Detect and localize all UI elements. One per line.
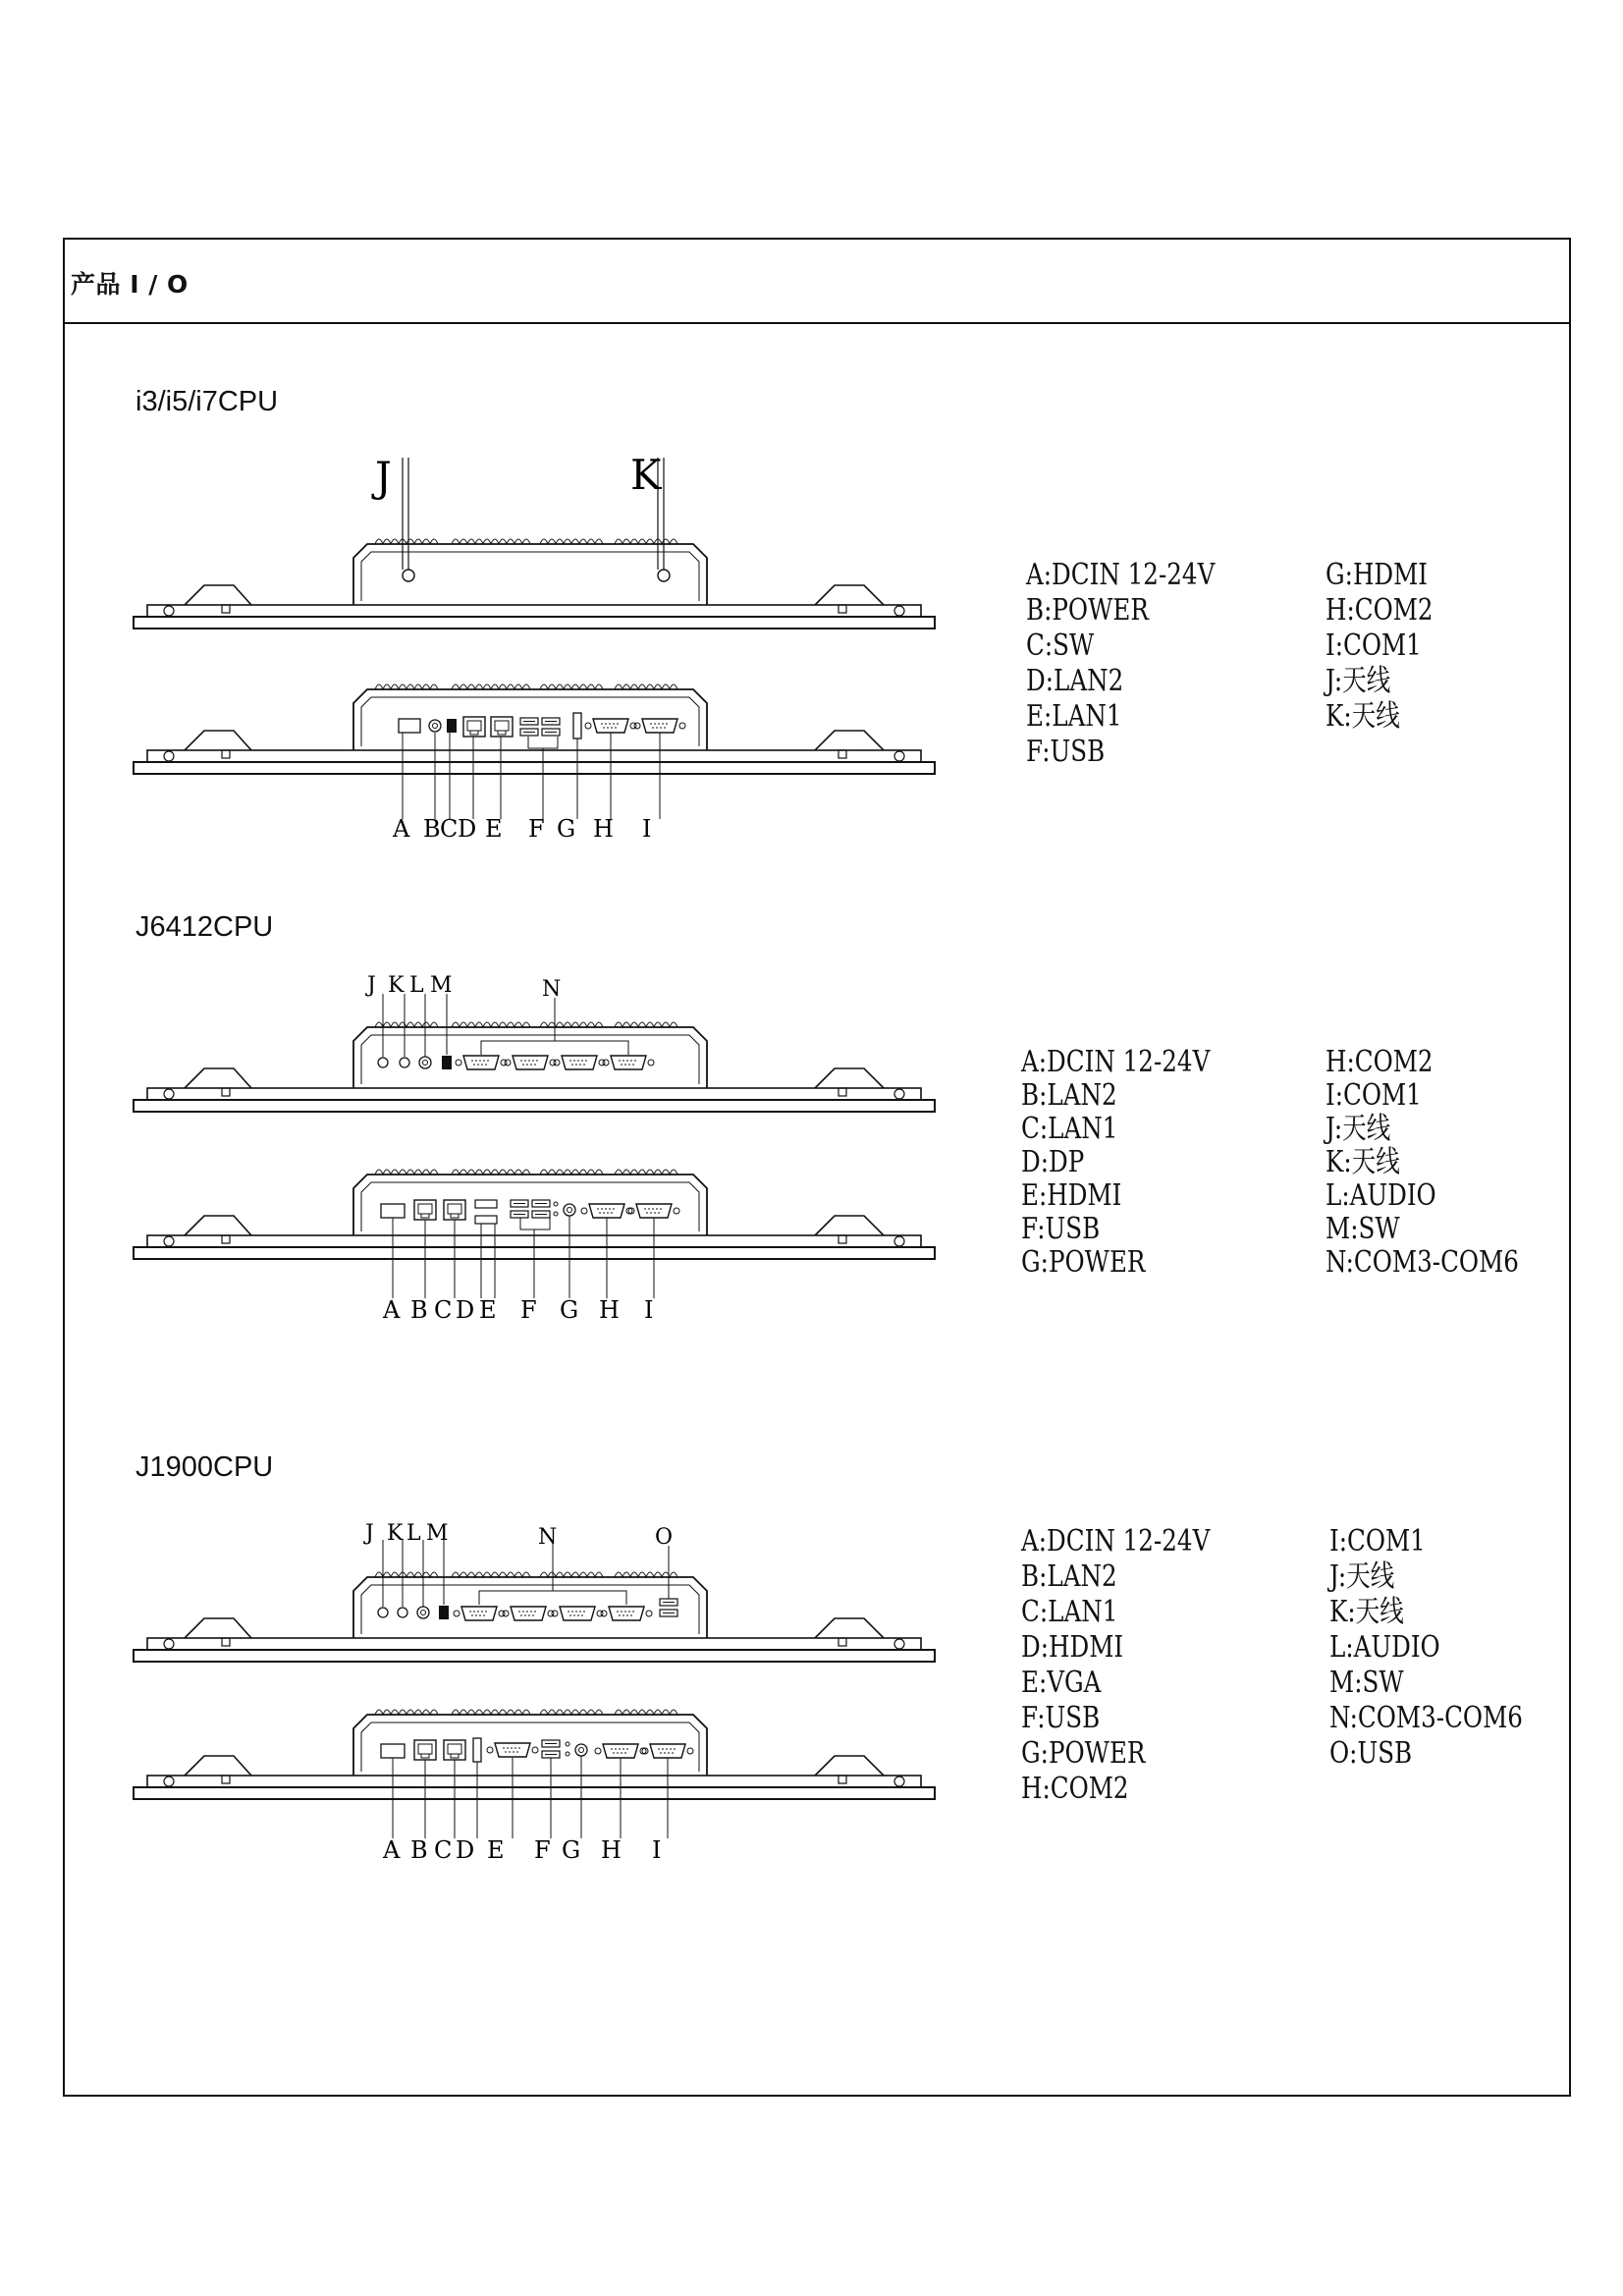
section-title-i3i5i7: i3/i5/i7CPU <box>135 386 279 417</box>
com2-port-icon <box>581 1204 632 1218</box>
com-port-icon <box>505 1056 556 1069</box>
label-n: N <box>538 1525 558 1550</box>
legend-item: K:天线 <box>1325 699 1400 734</box>
label-h: H <box>601 1836 622 1864</box>
legend-item: O:USB <box>1329 1736 1413 1771</box>
lan1-port-icon <box>491 717 513 737</box>
vga-port-icon <box>487 1743 538 1757</box>
label-h: H <box>599 1296 620 1324</box>
lan2-port-icon <box>414 1200 436 1220</box>
usb-port-icon <box>532 1200 550 1218</box>
label-c: C <box>434 1836 453 1864</box>
label-m: M <box>426 1522 449 1546</box>
usb-port-icon <box>542 1740 560 1758</box>
label-j: J <box>375 453 392 501</box>
label-e: E <box>487 1836 505 1864</box>
panel-bottom-view <box>134 684 935 843</box>
label-l: L <box>406 1522 421 1546</box>
legend-item: L:AUDIO <box>1325 1178 1436 1213</box>
legend-item: J:天线 <box>1325 664 1391 698</box>
diagram-j1900 <box>118 1522 962 1866</box>
label-g: G <box>557 815 576 843</box>
label-e: E <box>485 815 503 843</box>
legend-item: H:COM2 <box>1325 1045 1434 1079</box>
label-f: F <box>528 815 545 843</box>
lan2-port-icon <box>463 717 485 737</box>
lan2-port-icon <box>414 1740 436 1760</box>
usb-port-icon <box>520 718 538 736</box>
legend-item: A:DCIN 12-24V <box>1026 558 1216 592</box>
label-m: M <box>430 973 453 998</box>
panel-bottom-view <box>134 1170 935 1324</box>
label-n: N <box>542 977 562 1002</box>
legend-item: B:POWER <box>1026 593 1149 628</box>
legend-item: E:LAN1 <box>1026 699 1122 734</box>
hdmi-port-icon <box>473 1738 481 1762</box>
legend-item: F:USB <box>1026 735 1106 769</box>
legend-item: H:COM2 <box>1325 593 1434 628</box>
legend-item: G:POWER <box>1021 1245 1146 1280</box>
diagram-i3i5i7 <box>118 432 962 845</box>
sw-switch-icon <box>447 719 457 733</box>
com-port-icon <box>503 1607 554 1620</box>
legend-item: D:HDMI <box>1021 1630 1124 1665</box>
dcin-port-icon <box>381 1744 405 1758</box>
legend-item: L:AUDIO <box>1329 1630 1440 1665</box>
power-button-icon <box>564 1204 575 1216</box>
legend-item: J:天线 <box>1329 1559 1395 1594</box>
label-f: F <box>520 1296 537 1324</box>
label-a: A <box>383 1296 401 1324</box>
legend-item: H:COM2 <box>1021 1772 1129 1806</box>
com-port-icon <box>603 1056 654 1069</box>
label-e: E <box>479 1296 497 1324</box>
label-k: K <box>387 1522 404 1546</box>
label-k: K <box>388 973 405 998</box>
com-port-icon <box>601 1607 652 1620</box>
power-button-icon <box>575 1744 587 1756</box>
lan1-port-icon <box>444 1200 465 1220</box>
legend-item: B:LAN2 <box>1021 1078 1117 1113</box>
panel-bottom-view <box>134 1710 935 1864</box>
power-button-icon <box>429 720 441 732</box>
legend-item: G:POWER <box>1021 1736 1146 1771</box>
header-bar <box>65 240 1569 324</box>
com2-port-icon <box>585 719 636 733</box>
label-a: A <box>393 815 410 843</box>
legend-item: F:USB <box>1021 1701 1101 1735</box>
label-d: D <box>458 815 477 843</box>
com2-port-icon <box>595 1744 646 1758</box>
legend-item: I:COM1 <box>1329 1524 1426 1558</box>
label-g: G <box>560 1296 579 1324</box>
sw-switch-icon <box>442 1056 452 1069</box>
label-j: J <box>367 973 376 998</box>
antenna-k-icon <box>400 1058 409 1067</box>
label-c: C <box>440 815 459 843</box>
label-b: B <box>410 1836 428 1864</box>
legend-item: C:SW <box>1026 629 1095 663</box>
legend-right-j6412 <box>1325 1045 1519 1279</box>
section-title-j6412: J6412CPU <box>135 911 274 943</box>
label-b: B <box>423 815 441 843</box>
hdmi-port-icon <box>573 713 581 738</box>
legend-item: E:VGA <box>1021 1666 1102 1700</box>
label-a: A <box>383 1836 401 1864</box>
legend-item: G:HDMI <box>1325 558 1429 592</box>
usb-port-icon <box>511 1200 528 1218</box>
audio-jack-icon <box>419 1057 431 1068</box>
label-b: B <box>410 1296 428 1324</box>
label-i: I <box>642 815 652 843</box>
com1-port-icon <box>628 1204 679 1218</box>
antenna-j-icon <box>378 1058 388 1067</box>
com-port-icon <box>552 1607 603 1620</box>
legend-left-j1900 <box>1021 1524 1210 1807</box>
legend-left-j6412 <box>1021 1045 1210 1279</box>
legend-item: D:LAN2 <box>1026 664 1124 698</box>
usb-port-icon <box>660 1599 677 1616</box>
antenna-k-icon <box>398 1608 407 1617</box>
legend-item: B:LAN2 <box>1021 1559 1117 1594</box>
legend-item: M:SW <box>1325 1212 1400 1246</box>
diagram-j6412 <box>118 972 962 1326</box>
legend-item: M:SW <box>1329 1666 1404 1700</box>
com1-port-icon <box>642 1744 693 1758</box>
legend-item: J:天线 <box>1325 1112 1391 1146</box>
hdmi-port-icon <box>475 1216 497 1224</box>
label-k: K <box>630 451 662 499</box>
legend-right-i3i5i7 <box>1325 558 1434 735</box>
section-title-j1900: J1900CPU <box>135 1451 274 1483</box>
label-g: G <box>562 1836 581 1864</box>
legend-item: C:LAN1 <box>1021 1595 1118 1629</box>
com-port-icon <box>454 1607 505 1620</box>
legend-item: I:COM1 <box>1325 629 1422 663</box>
label-h: H <box>593 815 614 843</box>
panel-top-view <box>134 451 935 629</box>
usb-port-icon <box>542 718 560 736</box>
legend-right-j1900 <box>1329 1524 1523 1772</box>
legend-item: D:DP <box>1021 1145 1085 1179</box>
com1-port-icon <box>634 719 685 733</box>
panel-top-view <box>134 1522 935 1662</box>
legend-item: C:LAN1 <box>1021 1112 1118 1146</box>
label-c: C <box>434 1296 453 1324</box>
lan1-port-icon <box>444 1740 465 1760</box>
page-title: 产品 I / O <box>71 270 189 299</box>
label-f: F <box>534 1836 551 1864</box>
legend-item: E:HDMI <box>1021 1178 1122 1213</box>
legend-item: F:USB <box>1021 1212 1101 1246</box>
antenna-j-icon <box>403 570 414 581</box>
dcin-port-icon <box>381 1204 405 1218</box>
legend-item: N:COM3-COM6 <box>1325 1245 1519 1280</box>
antenna-j-icon <box>378 1608 388 1617</box>
label-d: D <box>456 1836 475 1864</box>
legend-left-i3i5i7 <box>1026 558 1215 770</box>
label-i: I <box>644 1296 654 1324</box>
legend-item: A:DCIN 12-24V <box>1021 1045 1211 1079</box>
legend-item: K:天线 <box>1325 1145 1400 1179</box>
label-d: D <box>456 1296 475 1324</box>
legend-item: N:COM3-COM6 <box>1329 1701 1523 1735</box>
sw-switch-icon <box>439 1606 449 1619</box>
legend-item: A:DCIN 12-24V <box>1021 1524 1211 1558</box>
label-j: J <box>365 1522 374 1546</box>
label-l: L <box>409 973 424 998</box>
label-o: O <box>655 1525 674 1550</box>
legend-item: K:天线 <box>1329 1595 1404 1629</box>
dp-port-icon <box>475 1200 497 1208</box>
com-port-icon <box>554 1056 605 1069</box>
legend-item: I:COM1 <box>1325 1078 1422 1113</box>
com-port-icon <box>456 1056 507 1069</box>
antenna-k-icon <box>658 570 670 581</box>
label-i: I <box>652 1836 662 1864</box>
panel-top-view <box>134 973 935 1112</box>
dcin-port-icon <box>399 719 420 733</box>
audio-jack-icon <box>417 1607 429 1618</box>
